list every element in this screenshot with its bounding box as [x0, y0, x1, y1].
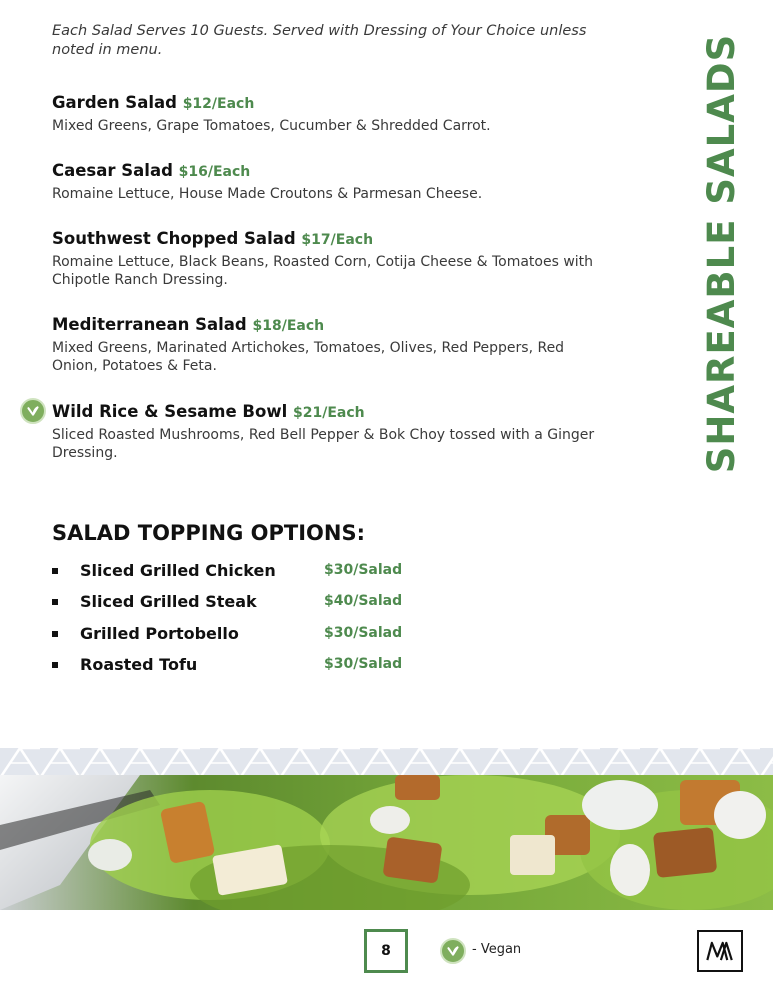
menu-item-caesar-salad: [52, 160, 612, 203]
item-name: Garden Salad: [52, 93, 177, 112]
bullet-icon: [52, 568, 58, 574]
topping-price: $40/Salad: [324, 593, 403, 609]
item-description: Romaine Lettuce, Black Beans, Roasted Corn, Cotija Cheese & Tomatoes with Chipotle Ranch Dressing.: [52, 254, 594, 288]
serving-note: Each Salad Serves 10 Guests. Served with Dressing of Your Choice unless noted in menu.: [52, 23, 587, 58]
menu-item-wild-rice-sesame-bowl: [52, 401, 612, 462]
item-description: Sliced Roasted Mushrooms, Red Bell Pepper & Bok Choy tossed with a Ginger Dressing.: [52, 427, 595, 461]
item-name: Caesar Salad: [52, 161, 173, 180]
topping-name: Sliced Grilled Chicken: [80, 561, 276, 580]
topping-row: [52, 592, 452, 616]
vegan-legend-label: - Vegan: [472, 942, 522, 957]
item-price: $17/Each: [301, 232, 374, 248]
item-price: $18/Each: [252, 318, 325, 334]
topping-row: [52, 561, 452, 585]
bullet-icon: [52, 599, 58, 605]
item-description: Mixed Greens, Grape Tomatoes, Cucumber & Shredded Carrot.: [52, 118, 491, 134]
brand-monogram-logo: [697, 930, 743, 972]
topping-name: Grilled Portobello: [80, 624, 239, 643]
topping-price: $30/Salad: [324, 562, 403, 578]
bullet-icon: [52, 662, 58, 668]
topping-name: Sliced Grilled Steak: [80, 592, 257, 611]
topping-row: [52, 655, 452, 679]
item-name: Southwest Chopped Salad: [52, 229, 296, 248]
vegan-leaf-icon: [440, 938, 466, 964]
topping-price: $30/Salad: [324, 625, 403, 641]
menu-item-southwest-chopped-salad: [52, 228, 612, 289]
page-number: 8: [364, 929, 408, 973]
bullet-icon: [52, 631, 58, 637]
item-description: Mixed Greens, Marinated Artichokes, Tomatoes, Olives, Red Peppers, Red Onion, Potatoes & Feta.: [52, 340, 565, 374]
item-price: $21/Each: [293, 405, 365, 421]
vegan-leaf-icon: [20, 398, 46, 424]
item-name: Mediterranean Salad: [52, 315, 247, 334]
item-price: $16/Each: [178, 164, 251, 180]
menu-item-garden-salad: [52, 92, 612, 135]
item-description: Romaine Lettuce, House Made Croutons & Parmesan Cheese.: [52, 186, 483, 202]
decorative-pattern-band: [0, 748, 773, 778]
topping-row: [52, 624, 452, 648]
salad-photo: [0, 775, 773, 910]
toppings-heading: SALAD TOPPING OPTIONS:: [52, 521, 365, 545]
item-price: $12/Each: [182, 96, 255, 112]
menu-item-mediterranean-salad: [52, 314, 612, 375]
section-title-vertical: [700, 28, 744, 478]
topping-name: Roasted Tofu: [80, 655, 198, 674]
topping-price: $30/Salad: [324, 656, 403, 672]
section-title-text: SHAREABLE SALADS: [700, 33, 744, 473]
item-name: Wild Rice & Sesame Bowl: [52, 402, 288, 421]
